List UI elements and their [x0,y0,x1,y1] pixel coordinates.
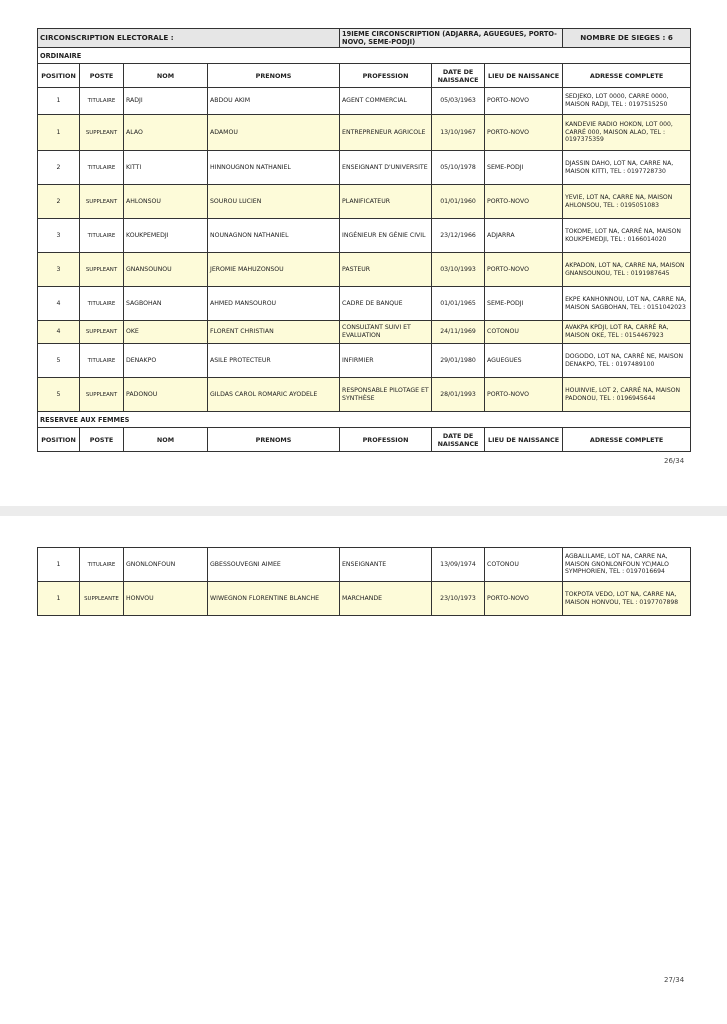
section-ordinaire: ORDINAIRE [38,48,691,64]
adresse-cell: YEVIE, LOT NA, CARRE NA, MAISON AHLONSOU, TEL : 0195051083 [563,185,691,219]
adresse-cell: EKPE KANHONNOU, LOT NA, CARRE NA, MAISON SAGBOHAN, TEL : 0151042023 [563,287,691,321]
profession-cell: ENSEIGNANT D'UNIVERSITE [340,151,432,185]
nom-cell: AHLONSOU [124,185,208,219]
col-lieu: LIEU DE NAISSANCE [485,64,563,88]
poste-cell: TITULAIRE [80,287,124,321]
circonscription-label: CIRCONSCRIPTION ELECTORALE : [38,29,340,48]
col-prenoms: PRENOMS [208,428,340,452]
column-header-row [38,64,691,88]
lieu-cell: ADJARRA [485,219,563,253]
profession-cell: PLANIFICATEUR [340,185,432,219]
col-nom: NOM [124,64,208,88]
adresse-cell: AVAKPA KPDJI, LOT RA, CARRÉ RA, MAISON OKE, TEL : 0154467923 [563,321,691,344]
profession-cell: RESPONSABLE PILOTAGE ET SYNTHÈSE [340,378,432,412]
profession-cell: CONSULTANT SUIVI ET EVALUATION [340,321,432,344]
lieu-cell: PORTO-NOVO [485,88,563,115]
nom-cell: DENAKPO [124,344,208,378]
prenoms-cell: SOUROU LUCIEN [208,185,340,219]
col-profession: PROFESSION [340,428,432,452]
profession-cell: AGENT COMMERCIAL [340,88,432,115]
prenoms-cell: JEROMIE MAHUZONSOU [208,253,340,287]
poste-cell: TITULAIRE [80,88,124,115]
candidates-table [37,28,691,452]
prenoms-cell: GILDAS CAROL ROMARIC AYODELE [208,378,340,412]
table-row [38,287,691,321]
profession-cell: ENTREPRENEUR AGRICOLE [340,115,432,151]
candidates-table-continued [37,547,691,616]
lieu-cell: PORTO-NOVO [485,582,563,616]
table-row [38,321,691,344]
document-page-27 [0,516,727,1024]
position-cell: 5 [38,378,80,412]
col-lieu: LIEU DE NAISSANCE [485,428,563,452]
col-position: POSITION [38,428,80,452]
prenoms-cell: ABDOU AKIM [208,88,340,115]
document-page-26 [0,0,727,506]
nom-cell: KITTI [124,151,208,185]
lieu-cell: AGUEGUES [485,344,563,378]
date-cell: 05/03/1963 [432,88,485,115]
position-cell: 5 [38,344,80,378]
poste-cell: SUPPLEANT [80,253,124,287]
adresse-cell: TOKOME, LOT NA, CARRÉ NA, MAISON KOUKPEMEDJI, TEL : 0166014020 [563,219,691,253]
profession-cell: MARCHANDE [340,582,432,616]
profession-cell: CADRE DE BANQUE [340,287,432,321]
col-poste: POSTE [80,428,124,452]
lieu-cell: COTONOU [485,548,563,582]
position-cell: 2 [38,151,80,185]
col-date: DATE DE NAISSANCE [432,428,485,452]
date-cell: 01/01/1965 [432,287,485,321]
date-cell: 13/09/1974 [432,548,485,582]
circonscription-value: 19IEME CIRCONSCRIPTION (ADJARRA, AGUEGUES, PORTO-NOVO, SEME-PODJI) [340,29,563,48]
prenoms-cell: WIWEGNON FLORENTINE BLANCHE [208,582,340,616]
position-cell: 3 [38,219,80,253]
col-nom: NOM [124,428,208,452]
profession-cell: INGÉNIEUR EN GÉNIE CIVIL [340,219,432,253]
lieu-cell: PORTO-NOVO [485,185,563,219]
table-row [38,582,691,616]
prenoms-cell: GBESSOUVEGNI AIMEE [208,548,340,582]
col-adresse: ADRESSE COMPLETE [563,64,691,88]
lieu-cell: COTONOU [485,321,563,344]
poste-cell: TITULAIRE [80,219,124,253]
profession-cell: ENSEIGNANTE [340,548,432,582]
col-profession: PROFESSION [340,64,432,88]
lieu-cell: SEME-PODJI [485,287,563,321]
column-header-row-femmes [38,428,691,452]
nom-cell: GNONLONFOUN [124,548,208,582]
table-row [38,253,691,287]
prenoms-cell: ADAMOU [208,115,340,151]
prenoms-cell: NOUNAGNON NATHANIEL [208,219,340,253]
prenoms-cell: ASILE PROTECTEUR [208,344,340,378]
poste-cell: TITULAIRE [80,548,124,582]
position-cell: 4 [38,287,80,321]
poste-cell: SUPPLEANT [80,185,124,219]
table-row [38,219,691,253]
nom-cell: PADONOU [124,378,208,412]
position-cell: 1 [38,582,80,616]
page-separator [0,506,727,516]
position-cell: 1 [38,88,80,115]
poste-cell: SUPPLEANT [80,321,124,344]
position-cell: 1 [38,115,80,151]
profession-cell: INFIRMIER [340,344,432,378]
adresse-cell: KANDEVIE RADIO HOKON, LOT 000, CARRÉ 000, MAISON ALAO, TEL : 0197375359 [563,115,691,151]
position-cell: 3 [38,253,80,287]
lieu-cell: PORTO-NOVO [485,115,563,151]
table-row [38,344,691,378]
col-poste: POSTE [80,64,124,88]
nom-cell: OKE [124,321,208,344]
adresse-cell: SEDJEKO, LOT 0000, CARRE 0000, MAISON RADJI, TEL : 0197515250 [563,88,691,115]
adresse-cell: TOKPOTA VEDO, LOT NA, CARRE NA, MAISON HONVOU, TEL : 0197707898 [563,582,691,616]
profession-cell: PASTEUR [340,253,432,287]
prenoms-cell: AHMED MANSOUROU [208,287,340,321]
date-cell: 29/01/1980 [432,344,485,378]
page-number: 27/34 [664,976,685,984]
nom-cell: ALAO [124,115,208,151]
poste-cell: TITULAIRE [80,151,124,185]
col-position: POSITION [38,64,80,88]
col-date: DATE DE NAISSANCE [432,64,485,88]
date-cell: 05/10/1978 [432,151,485,185]
position-cell: 2 [38,185,80,219]
adresse-cell: DOGODO, LOT NA, CARRÉ NE, MAISON DENAKPO, TEL : 0197489100 [563,344,691,378]
lieu-cell: PORTO-NOVO [485,253,563,287]
lieu-cell: SEME-PODJI [485,151,563,185]
date-cell: 13/10/1967 [432,115,485,151]
date-cell: 03/10/1993 [432,253,485,287]
poste-cell: TITULAIRE [80,344,124,378]
table-row [38,548,691,582]
poste-cell: SUPPLEANT [80,378,124,412]
table-row [38,151,691,185]
date-cell: 01/01/1960 [432,185,485,219]
date-cell: 28/01/1993 [432,378,485,412]
table-row [38,115,691,151]
nom-cell: HONVOU [124,582,208,616]
seats-count: NOMBRE DE SIEGES : 6 [563,29,691,48]
adresse-cell: AGBALILAME, LOT NA, CARRE NA, MAISON GNONLONFOUN YC\MALO SYMPHORIEN, TEL : 0197016694 [563,548,691,582]
nom-cell: RADJI [124,88,208,115]
position-cell: 4 [38,321,80,344]
position-cell: 1 [38,548,80,582]
prenoms-cell: FLORENT CHRISTIAN [208,321,340,344]
section-femmes: RESERVEE AUX FEMMES [38,412,691,428]
nom-cell: SAGBOHAN [124,287,208,321]
col-adresse: ADRESSE COMPLETE [563,428,691,452]
lieu-cell: PORTO-NOVO [485,378,563,412]
circonscription-header-row [38,29,691,48]
adresse-cell: DJASSIN DAHO, LOT NA, CARRE NA, MAISON KITTI, TEL : 0197728730 [563,151,691,185]
adresse-cell: AKPADON, LOT NA, CARRE NA, MAISON GNANSOUNOU, TEL : 0191987645 [563,253,691,287]
col-prenoms: PRENOMS [208,64,340,88]
adresse-cell: HOUINVIE, LOT 2, CARRÉ NA, MAISON PADONOU, TEL : 0196945644 [563,378,691,412]
date-cell: 24/11/1969 [432,321,485,344]
page-number: 26/34 [664,457,685,465]
table-row [38,378,691,412]
table-row [38,88,691,115]
poste-cell: SUPPLEANTE [80,582,124,616]
nom-cell: KOUKPEMEDJI [124,219,208,253]
prenoms-cell: HINNOUGNON NATHANIEL [208,151,340,185]
poste-cell: SUPPLEANT [80,115,124,151]
table-row [38,185,691,219]
nom-cell: GNANSOUNOU [124,253,208,287]
date-cell: 23/10/1973 [432,582,485,616]
date-cell: 23/12/1966 [432,219,485,253]
